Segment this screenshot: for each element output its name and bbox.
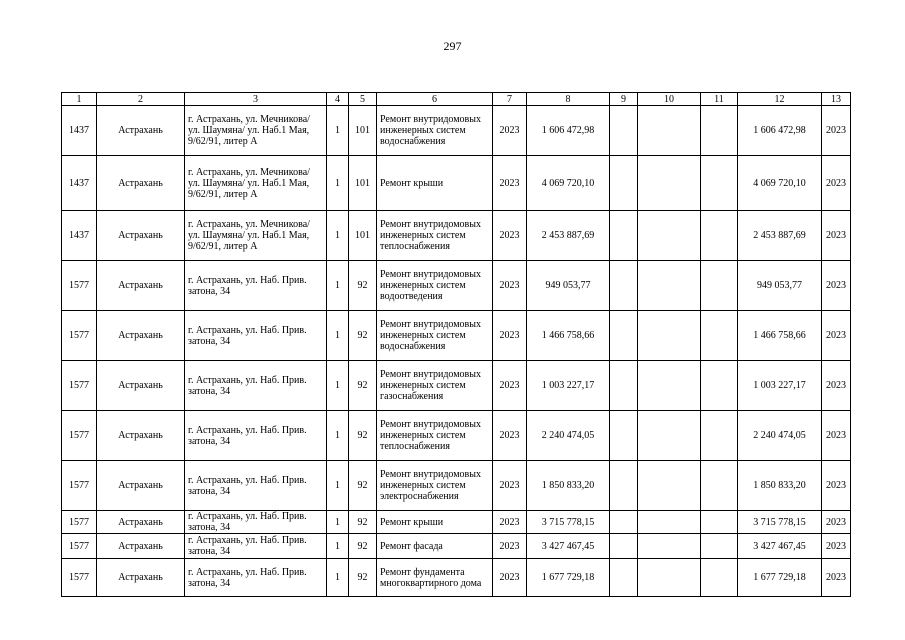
cell-cost: 3 715 778,15 <box>527 511 610 534</box>
cell-year-end: 2023 <box>822 156 851 211</box>
cell-col-11 <box>701 156 738 211</box>
cell-col-9 <box>610 311 638 361</box>
cell-col-10 <box>638 156 701 211</box>
cell-city: Астрахань <box>97 156 185 211</box>
cell-code: 101 <box>349 106 377 156</box>
cell-cost-total: 1 850 833,20 <box>738 461 822 511</box>
cell-city: Астрахань <box>97 461 185 511</box>
cell-work-type: Ремонт внутридомовых инженерных систем теплоснабжения <box>377 211 493 261</box>
cell-city: Астрахань <box>97 106 185 156</box>
cell-city: Астрахань <box>97 559 185 597</box>
cell-col-10 <box>638 261 701 311</box>
table-row <box>62 559 851 597</box>
cell-col-10 <box>638 411 701 461</box>
cell-cost: 2 453 887,69 <box>527 211 610 261</box>
cell-col-11 <box>701 411 738 461</box>
cell-col-10 <box>638 511 701 534</box>
cell-count: 1 <box>327 411 349 461</box>
cell-count: 1 <box>327 211 349 261</box>
cell-cost-total: 949 053,77 <box>738 261 822 311</box>
cell-register-number: 1437 <box>62 156 97 211</box>
cell-cost-total: 1 677 729,18 <box>738 559 822 597</box>
cell-address: г. Астрахань, ул. Наб. Прив. затона, 34 <box>185 311 327 361</box>
table-row <box>62 311 851 361</box>
table-row <box>62 361 851 411</box>
cell-col-10 <box>638 311 701 361</box>
cell-code: 101 <box>349 211 377 261</box>
cell-work-type: Ремонт внутридомовых инженерных систем электроснабжения <box>377 461 493 511</box>
cell-city: Астрахань <box>97 211 185 261</box>
cell-cost: 1 003 227,17 <box>527 361 610 411</box>
cell-cost-total: 3 427 467,45 <box>738 534 822 559</box>
cell-year: 2023 <box>493 261 527 311</box>
cell-count: 1 <box>327 559 349 597</box>
cell-register-number: 1577 <box>62 261 97 311</box>
table-row <box>62 511 851 534</box>
cell-year-end: 2023 <box>822 311 851 361</box>
cell-work-type: Ремонт внутридомовых инженерных систем водоснабжения <box>377 311 493 361</box>
column-header: 12 <box>738 93 822 106</box>
header-row <box>62 93 851 106</box>
cell-col-9 <box>610 534 638 559</box>
cell-work-type: Ремонт внутридомовых инженерных систем газоснабжения <box>377 361 493 411</box>
cell-count: 1 <box>327 261 349 311</box>
column-header: 6 <box>377 93 493 106</box>
cell-year: 2023 <box>493 106 527 156</box>
column-header: 8 <box>527 93 610 106</box>
cell-col-9 <box>610 461 638 511</box>
cell-year: 2023 <box>493 211 527 261</box>
cell-work-type: Ремонт фундамента многоквартирного дома <box>377 559 493 597</box>
table-row <box>62 211 851 261</box>
cell-col-9 <box>610 511 638 534</box>
cell-code: 92 <box>349 311 377 361</box>
cell-code: 92 <box>349 461 377 511</box>
cell-register-number: 1577 <box>62 534 97 559</box>
capital-repair-table <box>61 92 851 597</box>
cell-work-type: Ремонт внутридомовых инженерных систем водоотведения <box>377 261 493 311</box>
cell-year-end: 2023 <box>822 261 851 311</box>
cell-cost-total: 1 606 472,98 <box>738 106 822 156</box>
cell-col-11 <box>701 511 738 534</box>
cell-cost-total: 1 003 227,17 <box>738 361 822 411</box>
column-header: 9 <box>610 93 638 106</box>
cell-cost-total: 3 715 778,15 <box>738 511 822 534</box>
cell-col-11 <box>701 559 738 597</box>
column-header: 13 <box>822 93 851 106</box>
cell-code: 92 <box>349 534 377 559</box>
cell-city: Астрахань <box>97 534 185 559</box>
cell-cost: 3 427 467,45 <box>527 534 610 559</box>
cell-count: 1 <box>327 511 349 534</box>
cell-cost: 2 240 474,05 <box>527 411 610 461</box>
cell-col-10 <box>638 211 701 261</box>
cell-city: Астрахань <box>97 311 185 361</box>
cell-cost-total: 4 069 720,10 <box>738 156 822 211</box>
cell-col-11 <box>701 461 738 511</box>
cell-year-end: 2023 <box>822 461 851 511</box>
cell-col-11 <box>701 106 738 156</box>
cell-register-number: 1577 <box>62 511 97 534</box>
cell-city: Астрахань <box>97 361 185 411</box>
cell-year: 2023 <box>493 559 527 597</box>
cell-col-10 <box>638 106 701 156</box>
table-row <box>62 534 851 559</box>
cell-col-9 <box>610 106 638 156</box>
cell-work-type: Ремонт фасада <box>377 534 493 559</box>
table-row <box>62 156 851 211</box>
cell-col-11 <box>701 361 738 411</box>
cell-col-9 <box>610 411 638 461</box>
cell-cost: 949 053,77 <box>527 261 610 311</box>
column-header: 1 <box>62 93 97 106</box>
cell-register-number: 1577 <box>62 559 97 597</box>
cell-register-number: 1577 <box>62 461 97 511</box>
cell-cost: 4 069 720,10 <box>527 156 610 211</box>
page-number: 297 <box>443 39 462 53</box>
cell-cost: 1 466 758,66 <box>527 311 610 361</box>
cell-code: 92 <box>349 559 377 597</box>
table-row <box>62 261 851 311</box>
cell-col-11 <box>701 534 738 559</box>
cell-col-9 <box>610 559 638 597</box>
column-header: 10 <box>638 93 701 106</box>
column-header: 4 <box>327 93 349 106</box>
cell-address: г. Астрахань, ул. Наб. Прив. затона, 34 <box>185 361 327 411</box>
cell-work-type: Ремонт крыши <box>377 156 493 211</box>
cell-col-10 <box>638 559 701 597</box>
cell-register-number: 1437 <box>62 106 97 156</box>
cell-col-9 <box>610 361 638 411</box>
cell-col-11 <box>701 211 738 261</box>
cell-cost: 1 677 729,18 <box>527 559 610 597</box>
cell-address: г. Астрахань, ул. Наб. Прив. затона, 34 <box>185 261 327 311</box>
cell-register-number: 1437 <box>62 211 97 261</box>
cell-register-number: 1577 <box>62 311 97 361</box>
cell-cost-total: 2 453 887,69 <box>738 211 822 261</box>
cell-city: Астрахань <box>97 411 185 461</box>
cell-year: 2023 <box>493 156 527 211</box>
cell-year-end: 2023 <box>822 106 851 156</box>
cell-col-9 <box>610 211 638 261</box>
column-header: 5 <box>349 93 377 106</box>
cell-work-type: Ремонт внутридомовых инженерных систем теплоснабжения <box>377 411 493 461</box>
cell-col-11 <box>701 261 738 311</box>
cell-address: г. Астрахань, ул. Мечникова/ ул. Шаумяна/ ул. Наб.1 Мая, 9/62/91, литер А <box>185 156 327 211</box>
cell-year: 2023 <box>493 511 527 534</box>
cell-year-end: 2023 <box>822 361 851 411</box>
cell-work-type: Ремонт крыши <box>377 511 493 534</box>
cell-cost: 1 850 833,20 <box>527 461 610 511</box>
cell-city: Астрахань <box>97 511 185 534</box>
cell-register-number: 1577 <box>62 361 97 411</box>
cell-address: г. Астрахань, ул. Мечникова/ ул. Шаумяна/ ул. Наб.1 Мая, 9/62/91, литер А <box>185 106 327 156</box>
cell-cost-total: 1 466 758,66 <box>738 311 822 361</box>
cell-year-end: 2023 <box>822 411 851 461</box>
cell-col-10 <box>638 534 701 559</box>
cell-address: г. Астрахань, ул. Наб. Прив. затона, 34 <box>185 461 327 511</box>
cell-col-9 <box>610 261 638 311</box>
cell-col-10 <box>638 361 701 411</box>
cell-code: 92 <box>349 261 377 311</box>
cell-code: 101 <box>349 156 377 211</box>
column-header: 11 <box>701 93 738 106</box>
table-row <box>62 461 851 511</box>
cell-count: 1 <box>327 156 349 211</box>
cell-year-end: 2023 <box>822 559 851 597</box>
cell-count: 1 <box>327 311 349 361</box>
cell-year: 2023 <box>493 461 527 511</box>
cell-year: 2023 <box>493 311 527 361</box>
cell-address: г. Астрахань, ул. Мечникова/ ул. Шаумяна/ ул. Наб.1 Мая, 9/62/91, литер А <box>185 211 327 261</box>
cell-code: 92 <box>349 361 377 411</box>
cell-register-number: 1577 <box>62 411 97 461</box>
cell-address: г. Астрахань, ул. Наб. Прив. затона, 34 <box>185 411 327 461</box>
column-header: 7 <box>493 93 527 106</box>
cell-address: г. Астрахань, ул. Наб. Прив. затона, 34 <box>185 559 327 597</box>
cell-year: 2023 <box>493 534 527 559</box>
table-row <box>62 106 851 156</box>
cell-count: 1 <box>327 534 349 559</box>
cell-year-end: 2023 <box>822 511 851 534</box>
column-header: 2 <box>97 93 185 106</box>
cell-address: г. Астрахань, ул. Наб. Прив. затона, 34 <box>185 511 327 534</box>
table-row <box>62 411 851 461</box>
cell-count: 1 <box>327 361 349 411</box>
cell-city: Астрахань <box>97 261 185 311</box>
cell-col-11 <box>701 311 738 361</box>
cell-work-type: Ремонт внутридомовых инженерных систем водоснабжения <box>377 106 493 156</box>
cell-code: 92 <box>349 411 377 461</box>
cell-address: г. Астрахань, ул. Наб. Прив. затона, 34 <box>185 534 327 559</box>
cell-count: 1 <box>327 106 349 156</box>
cell-col-10 <box>638 461 701 511</box>
cell-cost-total: 2 240 474,05 <box>738 411 822 461</box>
cell-code: 92 <box>349 511 377 534</box>
cell-year: 2023 <box>493 411 527 461</box>
cell-cost: 1 606 472,98 <box>527 106 610 156</box>
column-header: 3 <box>185 93 327 106</box>
cell-year-end: 2023 <box>822 211 851 261</box>
cell-year: 2023 <box>493 361 527 411</box>
cell-col-9 <box>610 156 638 211</box>
cell-count: 1 <box>327 461 349 511</box>
cell-year-end: 2023 <box>822 534 851 559</box>
